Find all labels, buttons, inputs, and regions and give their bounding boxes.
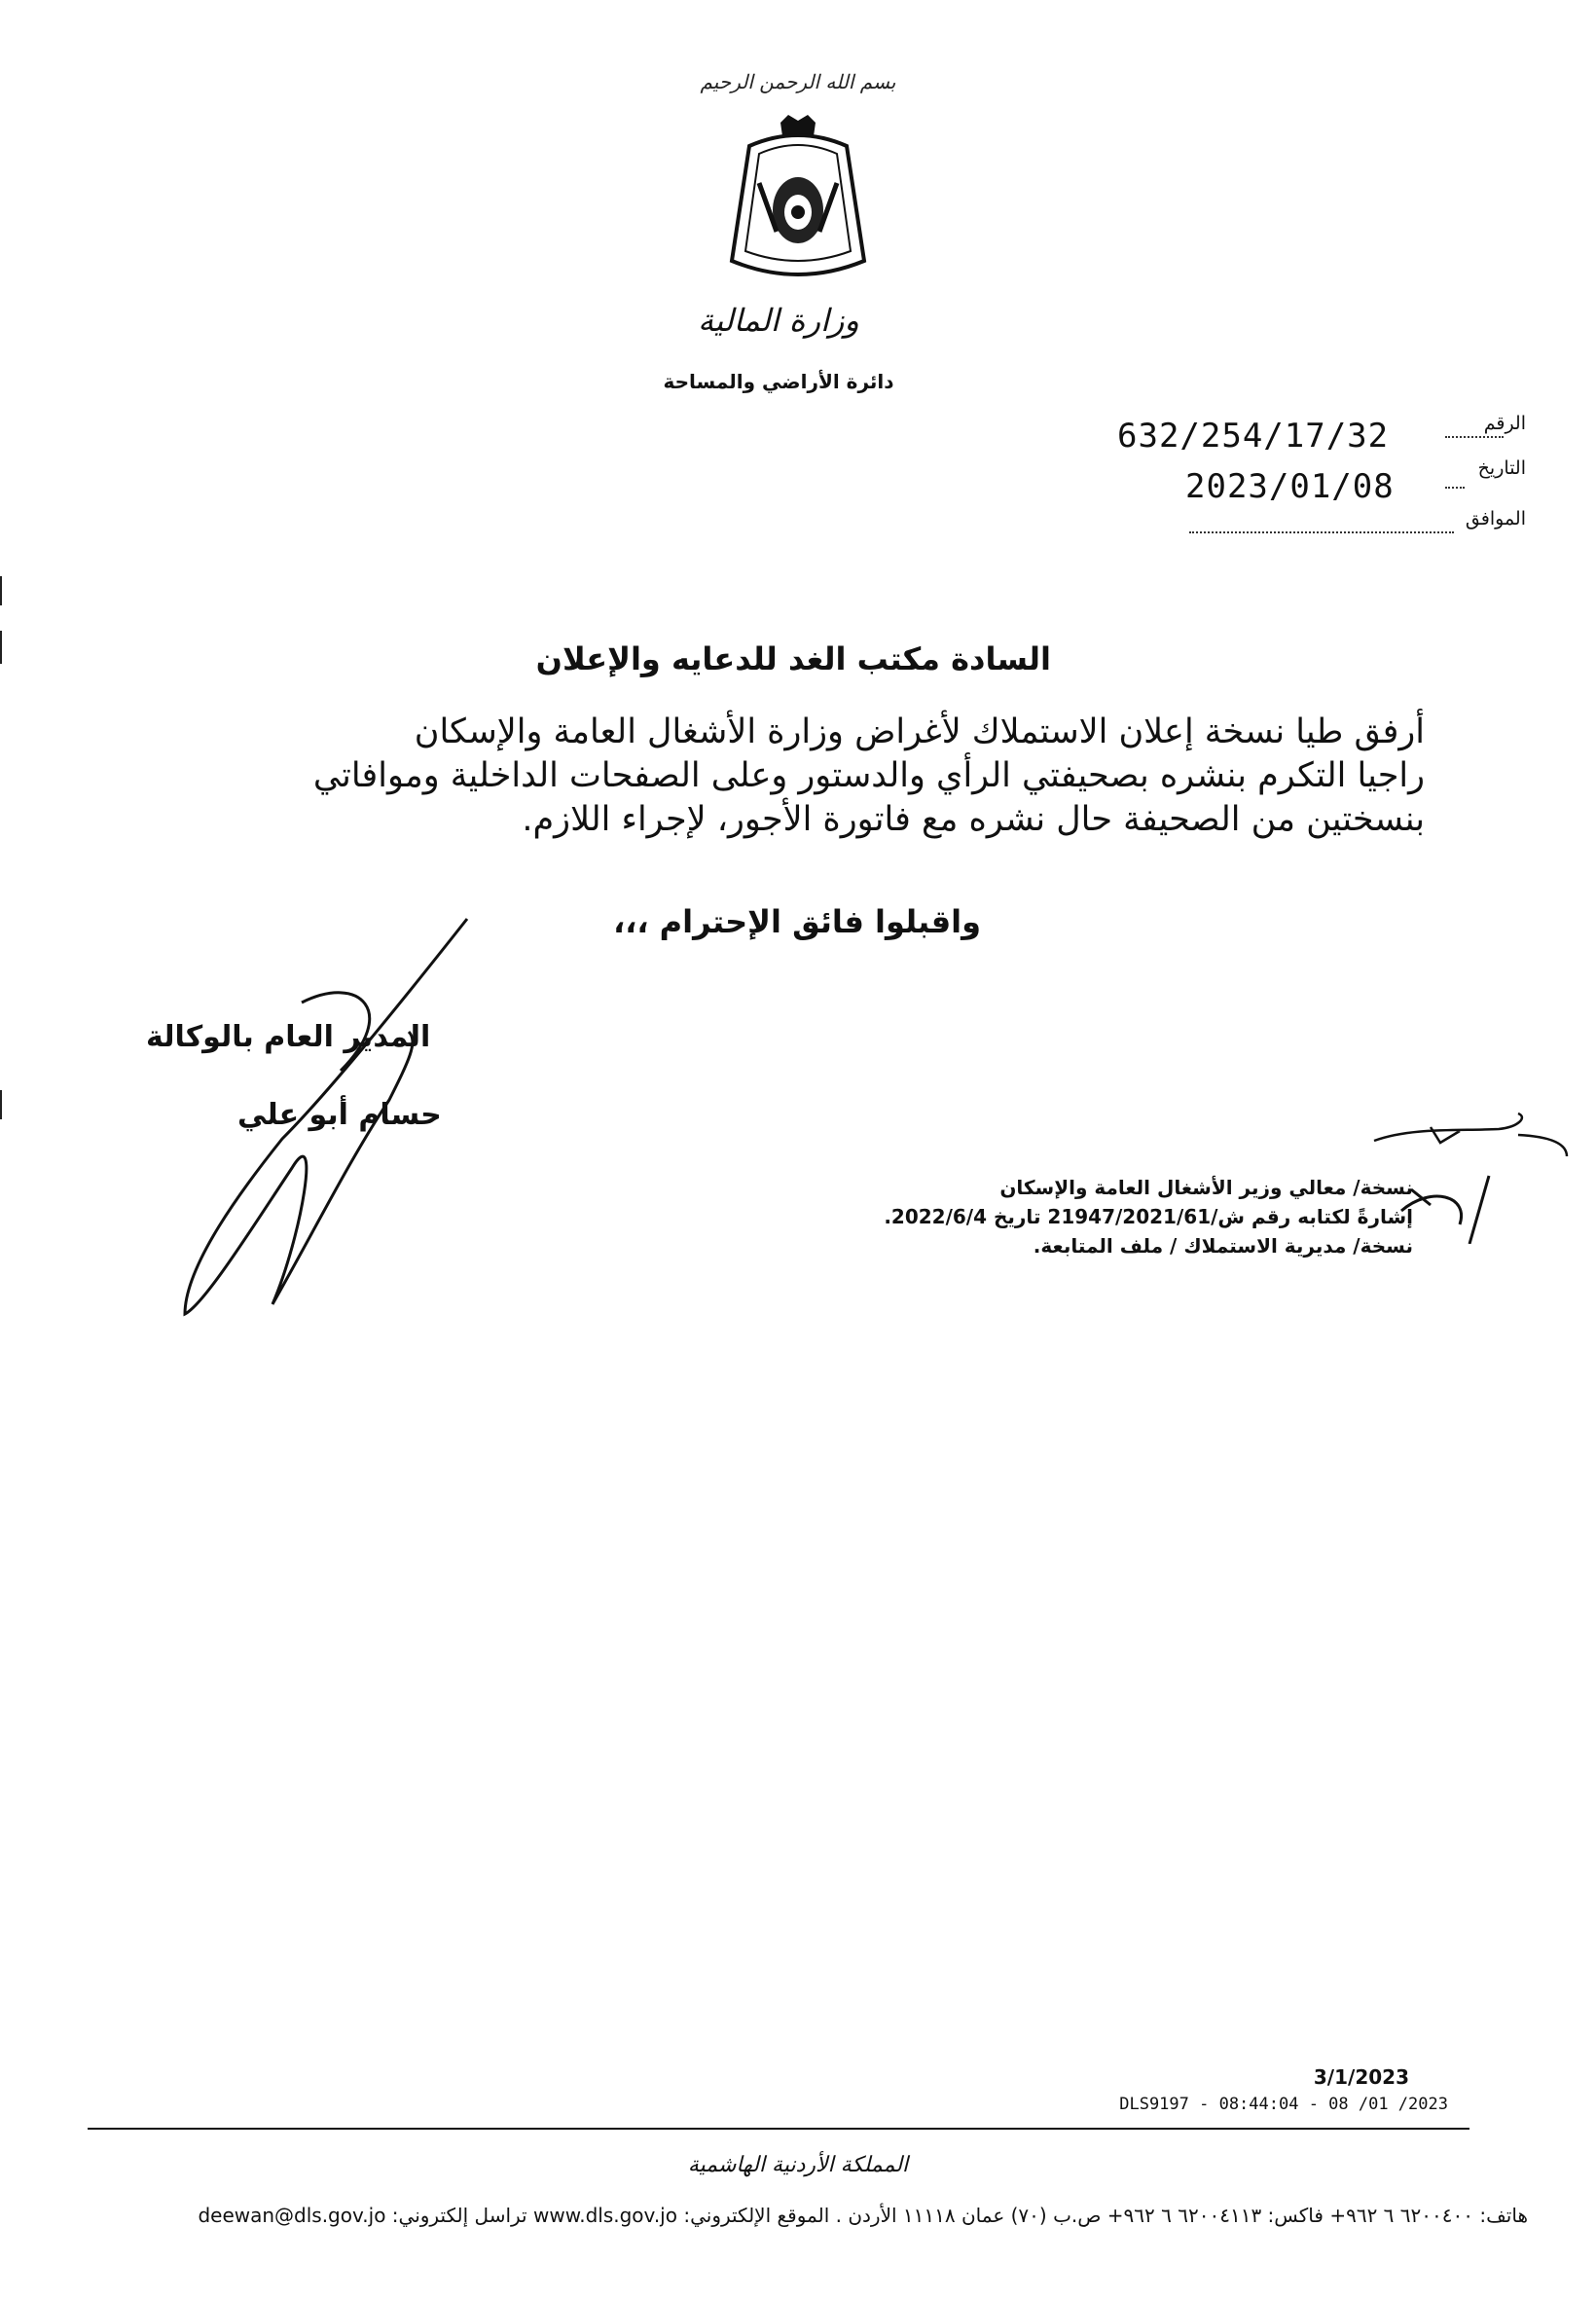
dotted-line [1445, 485, 1465, 489]
margin-mark [0, 1090, 2, 1119]
copy-line-minister: نسخة/ معالي وزير الأشغال العامة والإسكان [999, 1176, 1413, 1199]
ministry-name: وزارة المالية [698, 302, 859, 339]
footer-system-code: DLS9197 - 08:44:04 - 08 /01 /2023 [1119, 2095, 1448, 2114]
reference-number: 632/254/17/32 [1117, 417, 1390, 456]
body-line: راجيا التكرم بنشره بصحيفتي الرأي والدستور وعلى الصفحات الداخلية وموافاتي [312, 756, 1425, 795]
dotted-line [1189, 529, 1454, 533]
closing-phrase: واقبلوا فائق الإحترام ،،، [613, 903, 981, 940]
dotted-line [1445, 434, 1504, 438]
copy-line-directorate: نسخة/ مديرية الاستملاك / ملف المتابعة. [1033, 1234, 1413, 1258]
number-label: الرقم [1483, 413, 1526, 434]
signatory-title: المدير العام بالوكالة [146, 1020, 431, 1054]
margin-mark [0, 631, 2, 664]
body-line: أرفق طيا نسخة إعلان الاستملاك لأغراض وزارة الأشغال العامة والإسكان [414, 712, 1425, 751]
letter-body [312, 711, 1425, 842]
footer-date: 3/1/2023 [1313, 2065, 1409, 2089]
kingdom-name: المملكة الأردنية الهاشمية [687, 2153, 909, 2177]
signatory-name: حسام أبو علي [237, 1098, 442, 1132]
hijri-date-label: الموافق [1465, 508, 1526, 529]
contact-line: هاتف: ٦٢٠٠٤٠٠ ٦ ٩٦٢+ فاكس: ٦٢٠٠٤١١٣ ٦ ٩٦٢+ ص.ب (٧٠) عمان ١١١١٨ الأردن . الموقع الإلكتروني: www.dls.gov.jo تراسل إلكتروني: deewan@dls.gov.jo [198, 2204, 1528, 2227]
bismillah-text: بسم الله الرحمن الرحيم [700, 70, 896, 93]
date-label: التاريخ [1477, 457, 1526, 479]
addressee: السادة مكتب الغد للدعايه والإعلان [535, 640, 1051, 677]
handwritten-signature [165, 915, 516, 1324]
document-date: 2023/01/08 [1185, 467, 1395, 506]
copy-reference-line: إشارةً لكتابه رقم ش/21947/2021/61 تاريخ 2022/6/4. [884, 1205, 1413, 1228]
royal-emblem-icon [720, 115, 876, 288]
department-name: دائرة الأراضي والمساحة [663, 370, 894, 393]
footer-divider [88, 2128, 1469, 2130]
body-line: بنسختين من الصحيفة حال نشره مع فاتورة الأجور، لإجراء اللازم. [522, 800, 1425, 839]
margin-mark [0, 576, 2, 605]
